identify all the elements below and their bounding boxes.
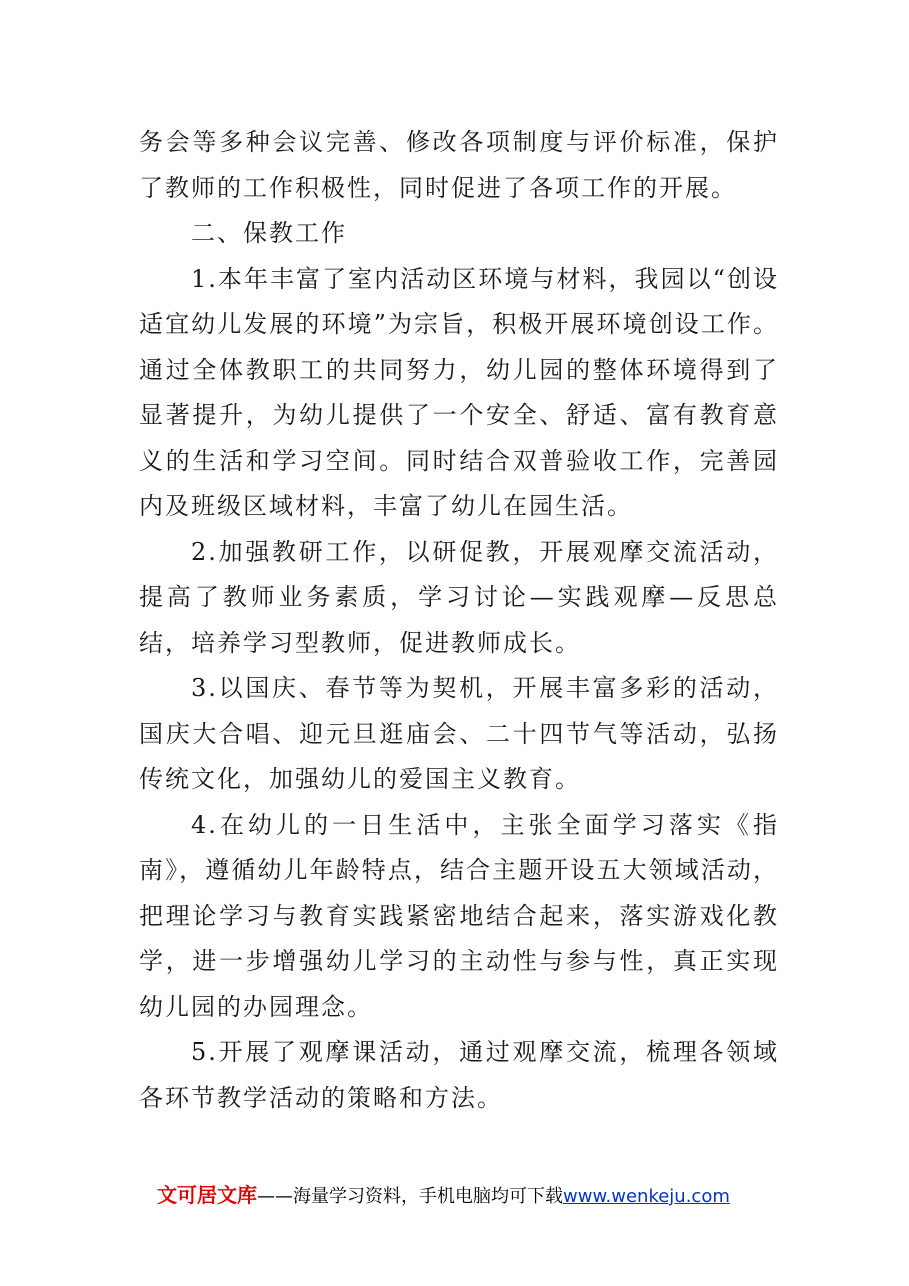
footer-link[interactable]: www.wenkeju.com bbox=[563, 1186, 730, 1207]
paragraph-item-3: 3.以国庆、春节等为契机，开展丰富多彩的活动，国庆大合唱、迎元旦逛庙会、二十四节气等活动，弘扬传统文化，加强幼儿的爱国主义教育。 bbox=[139, 674, 779, 793]
footer-banner bbox=[157, 1181, 857, 1211]
paragraph-continuation: 务会等多种会议完善、修改各项制度与评价标准，保护了教师的工作积极性，同时促进了各项工作的开展。 bbox=[139, 128, 779, 202]
paragraph-item-1: 1.本年丰富了室内活动区环境与材料，我园以“创设适宜幼儿发展的环境”为宗旨，积极开展环境创设工作。通过全体教职工的共同努力，幼儿园的整体环境得到了显著提升，为幼儿提供了一个安全、舒适、富有教育意义的生活和学习空间。同时结合双普验收工作，完善园内及班级区域材料，丰富了幼儿在园生活。 bbox=[139, 264, 779, 520]
footer-brand: 文可居文库 bbox=[157, 1183, 257, 1207]
footer-tagline: ——海量学习资料，手机电脑均可下载 bbox=[257, 1186, 563, 1207]
section-heading: 二、保教工作 bbox=[191, 219, 347, 247]
paragraph-item-2: 2.加强教研工作，以研促教，开展观摩交流活动，提高了教师业务素质，学习讨论—实践观摩—反思总结，培养学习型教师，促进教师成长。 bbox=[139, 537, 779, 657]
document-body bbox=[139, 120, 779, 1121]
paragraph-item-4: 4.在幼儿的一日生活中，主张全面学习落实《指南》，遵循幼儿年龄特点，结合主题开设五大领域活动，把理论学习与教育实践紧密地结合起来，落实游戏化教学，进一步增强幼儿学习的主动性与参与性，真正实现幼儿园的办园理念。 bbox=[139, 810, 779, 1021]
paragraph-item-5: 5.开展了观摩课活动，通过观摩交流，梳理各领域各环节教学活动的策略和方法。 bbox=[139, 1038, 779, 1112]
